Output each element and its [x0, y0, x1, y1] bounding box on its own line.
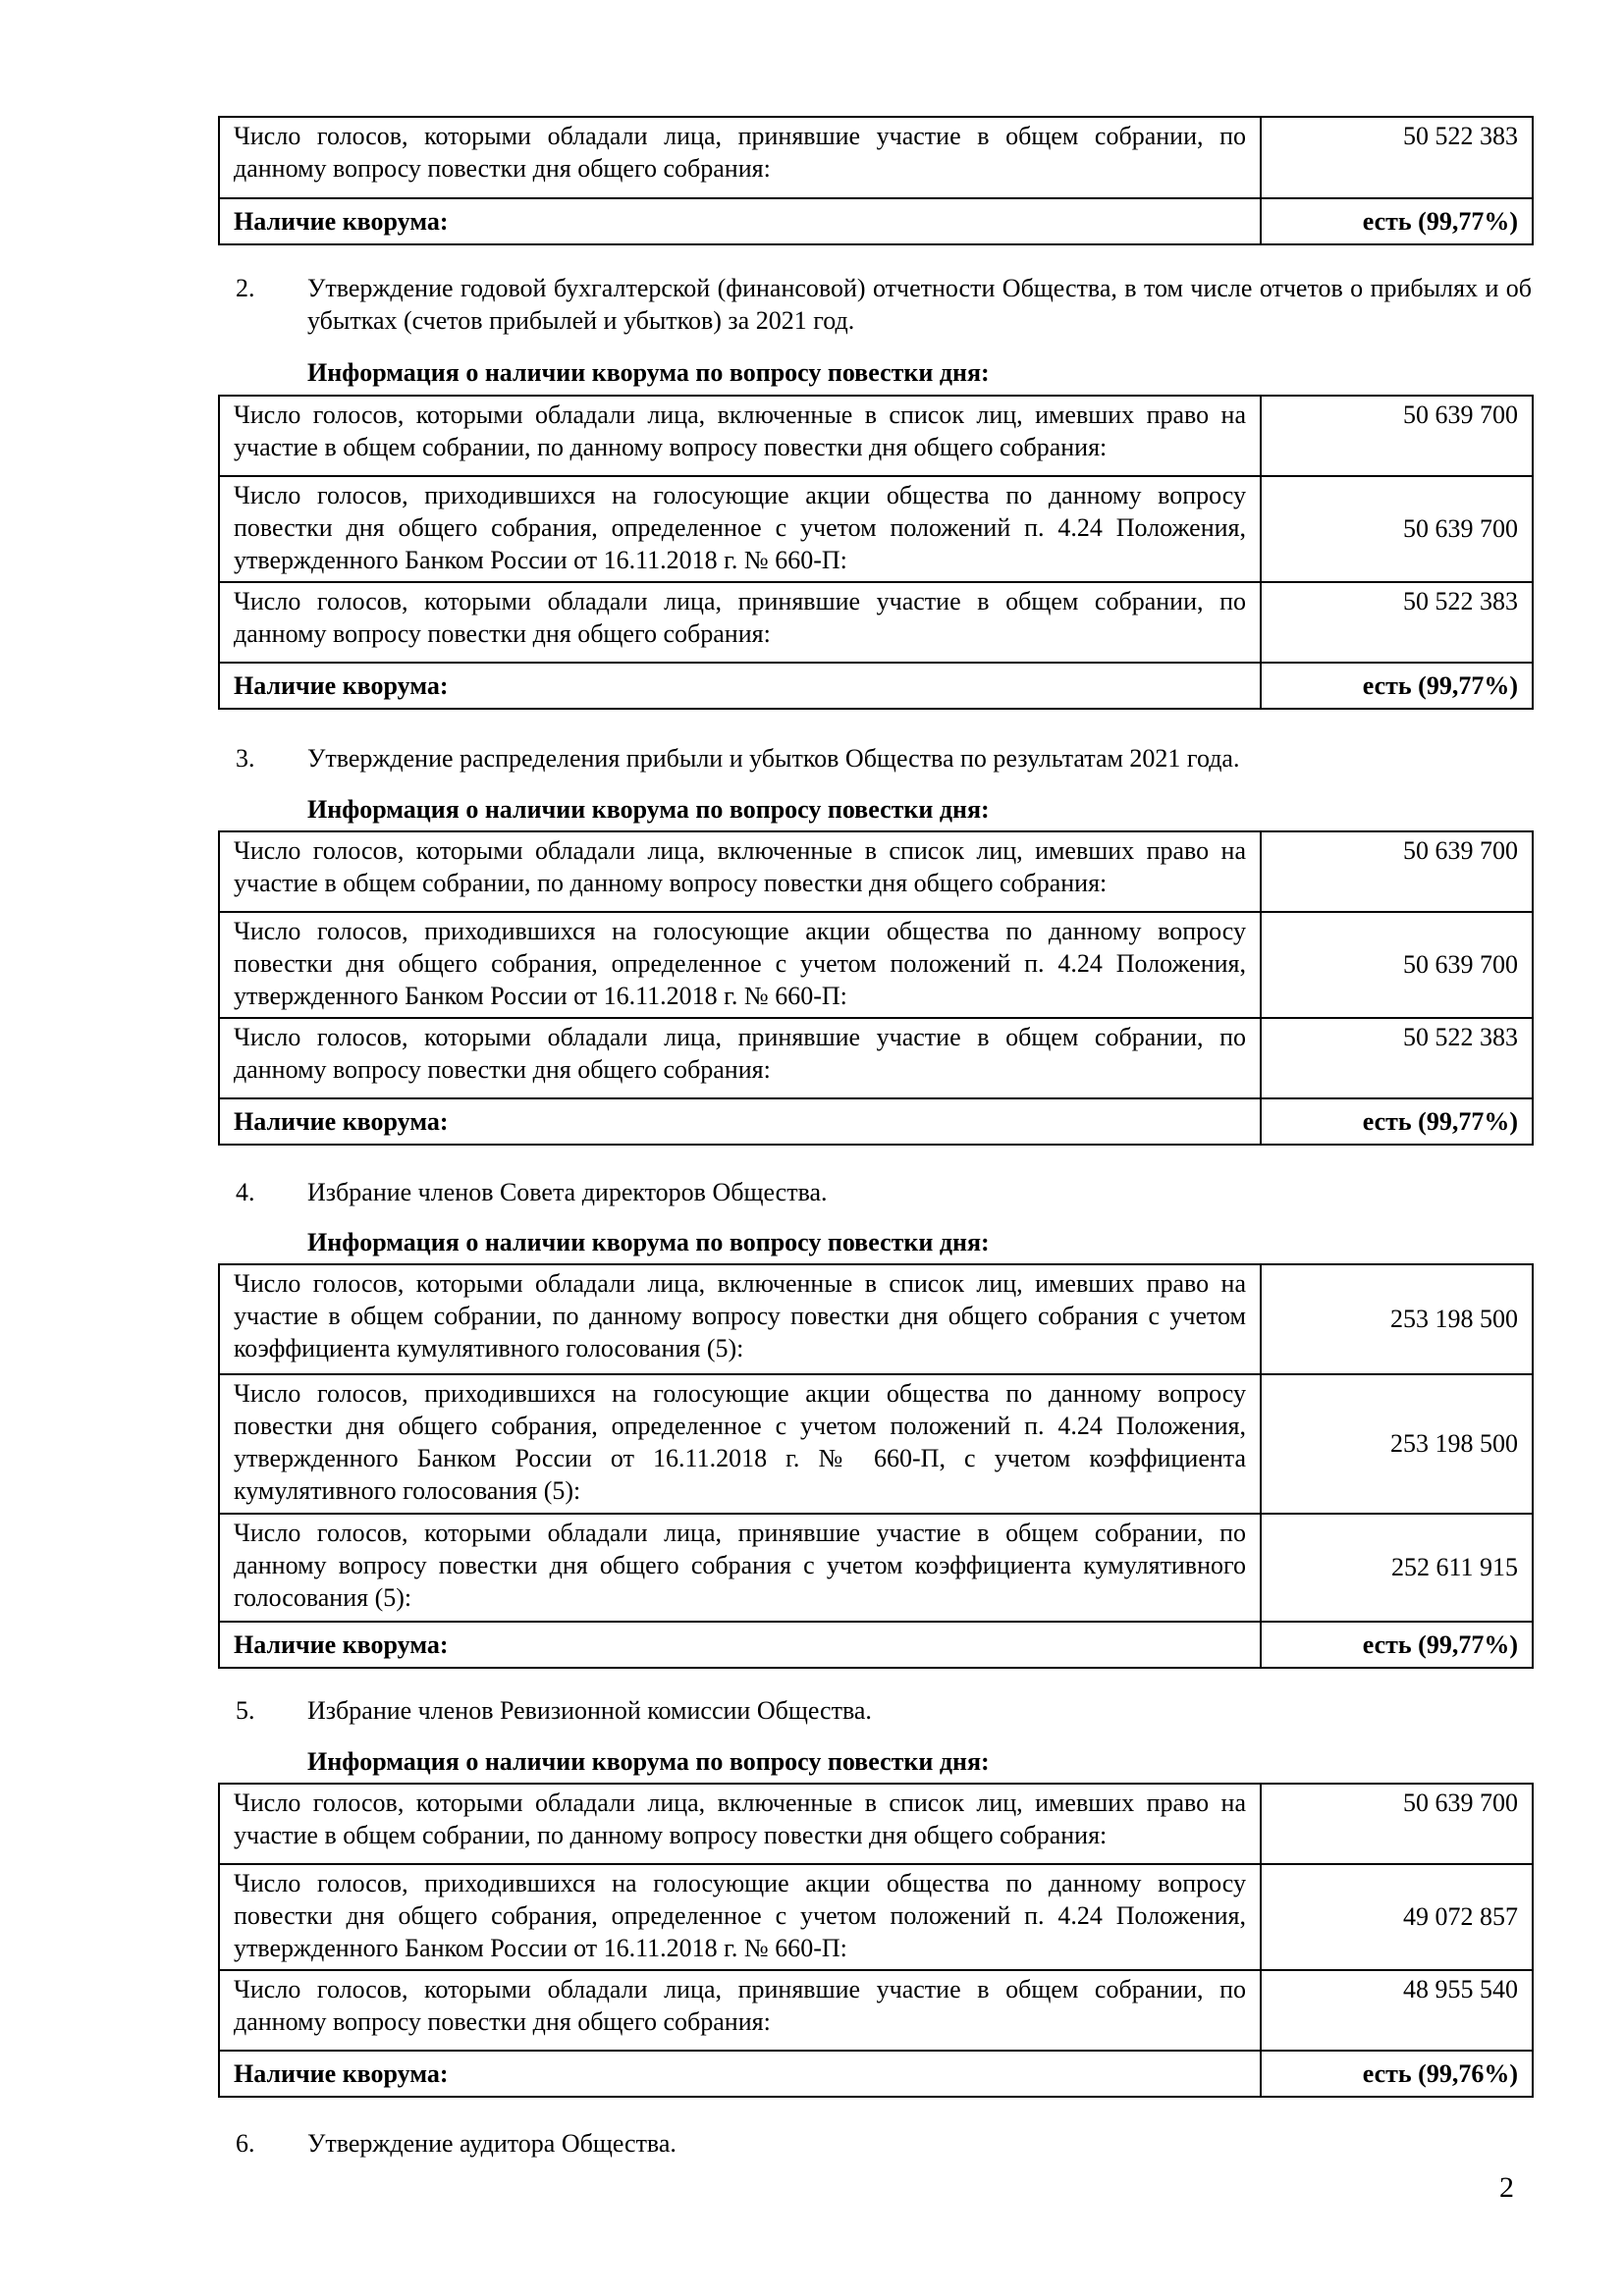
table-row — [219, 1514, 1533, 1622]
row-label: Число голосов, приходившихся на голосующие акции общества по данному вопросу повестки дня общего собрания, определенное с учетом положений п. 4.24 Положения, утвержденного Банком России от 16.11.2018 г. № 660-П: — [219, 1864, 1261, 1970]
quorum-label: Наличие кворума: — [219, 1622, 1261, 1668]
table-row — [219, 1864, 1533, 1970]
row-value: 50 522 383 — [1261, 582, 1533, 663]
quorum-row — [219, 198, 1533, 244]
quorum-label: Наличие кворума: — [219, 663, 1261, 709]
row-label: Число голосов, которыми обладали лица, включенные в список лиц, имевших право на участие в общем собрании, по данному вопросу повестки дня общего собрания: — [219, 831, 1261, 912]
quorum-info-heading: Информация о наличии кворума по вопросу повестки дня: — [307, 1228, 990, 1256]
agenda-item-number: 2. — [236, 274, 255, 302]
quorum-table-5 — [218, 1783, 1534, 2098]
agenda-item-number: 6. — [236, 2129, 255, 2158]
row-value: 50 639 700 — [1261, 912, 1533, 1018]
agenda-item-title: Утверждение годовой бухгалтерской (финансовой) отчетности Общества, в том числе отчетов о прибылях и об убытках (счетов прибылей и убытков) за 2021 год. — [307, 274, 1532, 335]
row-label: Число голосов, которыми обладали лица, включенные в список лиц, имевших право на участие в общем собрании, по данному вопросу повестки дня общего собрания с учетом коэффициента кумулятивного голосования (5): — [219, 1264, 1261, 1374]
quorum-label: Наличие кворума: — [219, 1098, 1261, 1145]
table-row — [219, 582, 1533, 663]
quorum-row — [219, 2051, 1533, 2097]
quorum-info-heading: Информация о наличии кворума по вопросу повестки дня: — [307, 795, 990, 824]
agenda-item-title: Избрание членов Ревизионной комиссии Общества. — [307, 1696, 872, 1725]
agenda-item-number: 5. — [236, 1696, 255, 1725]
quorum-value: есть (99,76%) — [1261, 2051, 1533, 2097]
row-label: Число голосов, приходившихся на голосующие акции общества по данному вопросу повестки дня общего собрания, определенное с учетом положений п. 4.24 Положения, утвержденного Банком России от 16.11.2018 г. № 660-П, с учетом коэффициента кумулятивного голосования (5): — [219, 1374, 1261, 1514]
table-row — [219, 1018, 1533, 1098]
quorum-label: Наличие кворума: — [219, 2051, 1261, 2097]
row-value: 50 639 700 — [1261, 476, 1533, 582]
row-value: 253 198 500 — [1261, 1374, 1533, 1514]
row-label: Число голосов, приходившихся на голосующие акции общества по данному вопросу повестки дня общего собрания, определенное с учетом положений п. 4.24 Положения, утвержденного Банком России от 16.11.2018 г. № 660-П: — [219, 912, 1261, 1018]
quorum-info-heading: Информация о наличии кворума по вопросу повестки дня: — [307, 1747, 990, 1776]
agenda-item-number: 3. — [236, 744, 255, 773]
quorum-table-1 — [218, 116, 1534, 245]
table-row — [219, 1264, 1533, 1374]
row-label: Число голосов, которыми обладали лица, включенные в список лиц, имевших право на участие в общем собрании, по данному вопросу повестки дня общего собрания: — [219, 1784, 1261, 1864]
table-row — [219, 117, 1533, 198]
row-value: 50 639 700 — [1261, 1784, 1533, 1864]
quorum-value: есть (99,77%) — [1261, 198, 1533, 244]
page-number: 2 — [1499, 2171, 1514, 2204]
quorum-info-heading: Информация о наличии кворума по вопросу повестки дня: — [307, 358, 990, 387]
row-label: Число голосов, которыми обладали лица, принявшие участие в общем собрании, по данному вопросу повестки дня общего собрания: — [219, 582, 1261, 663]
table-row — [219, 476, 1533, 582]
quorum-table-3 — [218, 830, 1534, 1146]
row-label: Число голосов, которыми обладали лица, принявшие участие в общем собрании, по данному вопросу повестки дня общего собрания: — [219, 1970, 1261, 2051]
agenda-item-number: 4. — [236, 1178, 255, 1206]
quorum-row — [219, 1098, 1533, 1145]
quorum-row — [219, 1622, 1533, 1668]
agenda-item-6 — [236, 2127, 1532, 2160]
row-value: 252 611 915 — [1261, 1514, 1533, 1622]
row-label: Число голосов, приходившихся на голосующие акции общества по данному вопросу повестки дня общего собрания, определенное с учетом положений п. 4.24 Положения, утвержденного Банком России от 16.11.2018 г. № 660-П: — [219, 476, 1261, 582]
quorum-value: есть (99,77%) — [1261, 1622, 1533, 1668]
table-row — [219, 1784, 1533, 1864]
table-row — [219, 831, 1533, 912]
quorum-table-2 — [218, 395, 1534, 710]
row-value: 48 955 540 — [1261, 1970, 1533, 2051]
agenda-item-title: Избрание членов Совета директоров Общества. — [307, 1178, 828, 1206]
row-value: 50 639 700 — [1261, 396, 1533, 476]
row-label: Число голосов, которыми обладали лица, включенные в список лиц, имевших право на участие в общем собрании, по данному вопросу повестки дня общего собрания: — [219, 396, 1261, 476]
table-row — [219, 1970, 1533, 2051]
row-value: 253 198 500 — [1261, 1264, 1533, 1374]
row-label: Число голосов, которыми обладали лица, принявшие участие в общем собрании, по данному вопросу повестки дня общего собрания: — [219, 1018, 1261, 1098]
quorum-value: есть (99,77%) — [1261, 663, 1533, 709]
agenda-item-4 — [236, 1176, 1532, 1208]
row-label: Число голосов, которыми обладали лица, принявшие участие в общем собрании, по данному вопросу повестки дня общего собрания с учетом коэффициента кумулятивного голосования (5): — [219, 1514, 1261, 1622]
row-value: 50 522 383 — [1261, 117, 1533, 198]
table-row — [219, 912, 1533, 1018]
agenda-item-title: Утверждение аудитора Общества. — [307, 2129, 677, 2158]
quorum-label: Наличие кворума: — [219, 198, 1261, 244]
row-value: 50 522 383 — [1261, 1018, 1533, 1098]
quorum-row — [219, 663, 1533, 709]
agenda-item-3 — [236, 742, 1532, 774]
quorum-table-4 — [218, 1263, 1534, 1669]
row-label: Число голосов, которыми обладали лица, принявшие участие в общем собрании, по данному вопросу повестки дня общего собрания: — [219, 117, 1261, 198]
table-row — [219, 1374, 1533, 1514]
row-value: 50 639 700 — [1261, 831, 1533, 912]
row-value: 49 072 857 — [1261, 1864, 1533, 1970]
agenda-item-2 — [236, 272, 1532, 337]
table-row — [219, 396, 1533, 476]
agenda-item-title: Утверждение распределения прибыли и убытков Общества по результатам 2021 года. — [307, 744, 1240, 773]
quorum-value: есть (99,77%) — [1261, 1098, 1533, 1145]
agenda-item-5 — [236, 1694, 1532, 1727]
